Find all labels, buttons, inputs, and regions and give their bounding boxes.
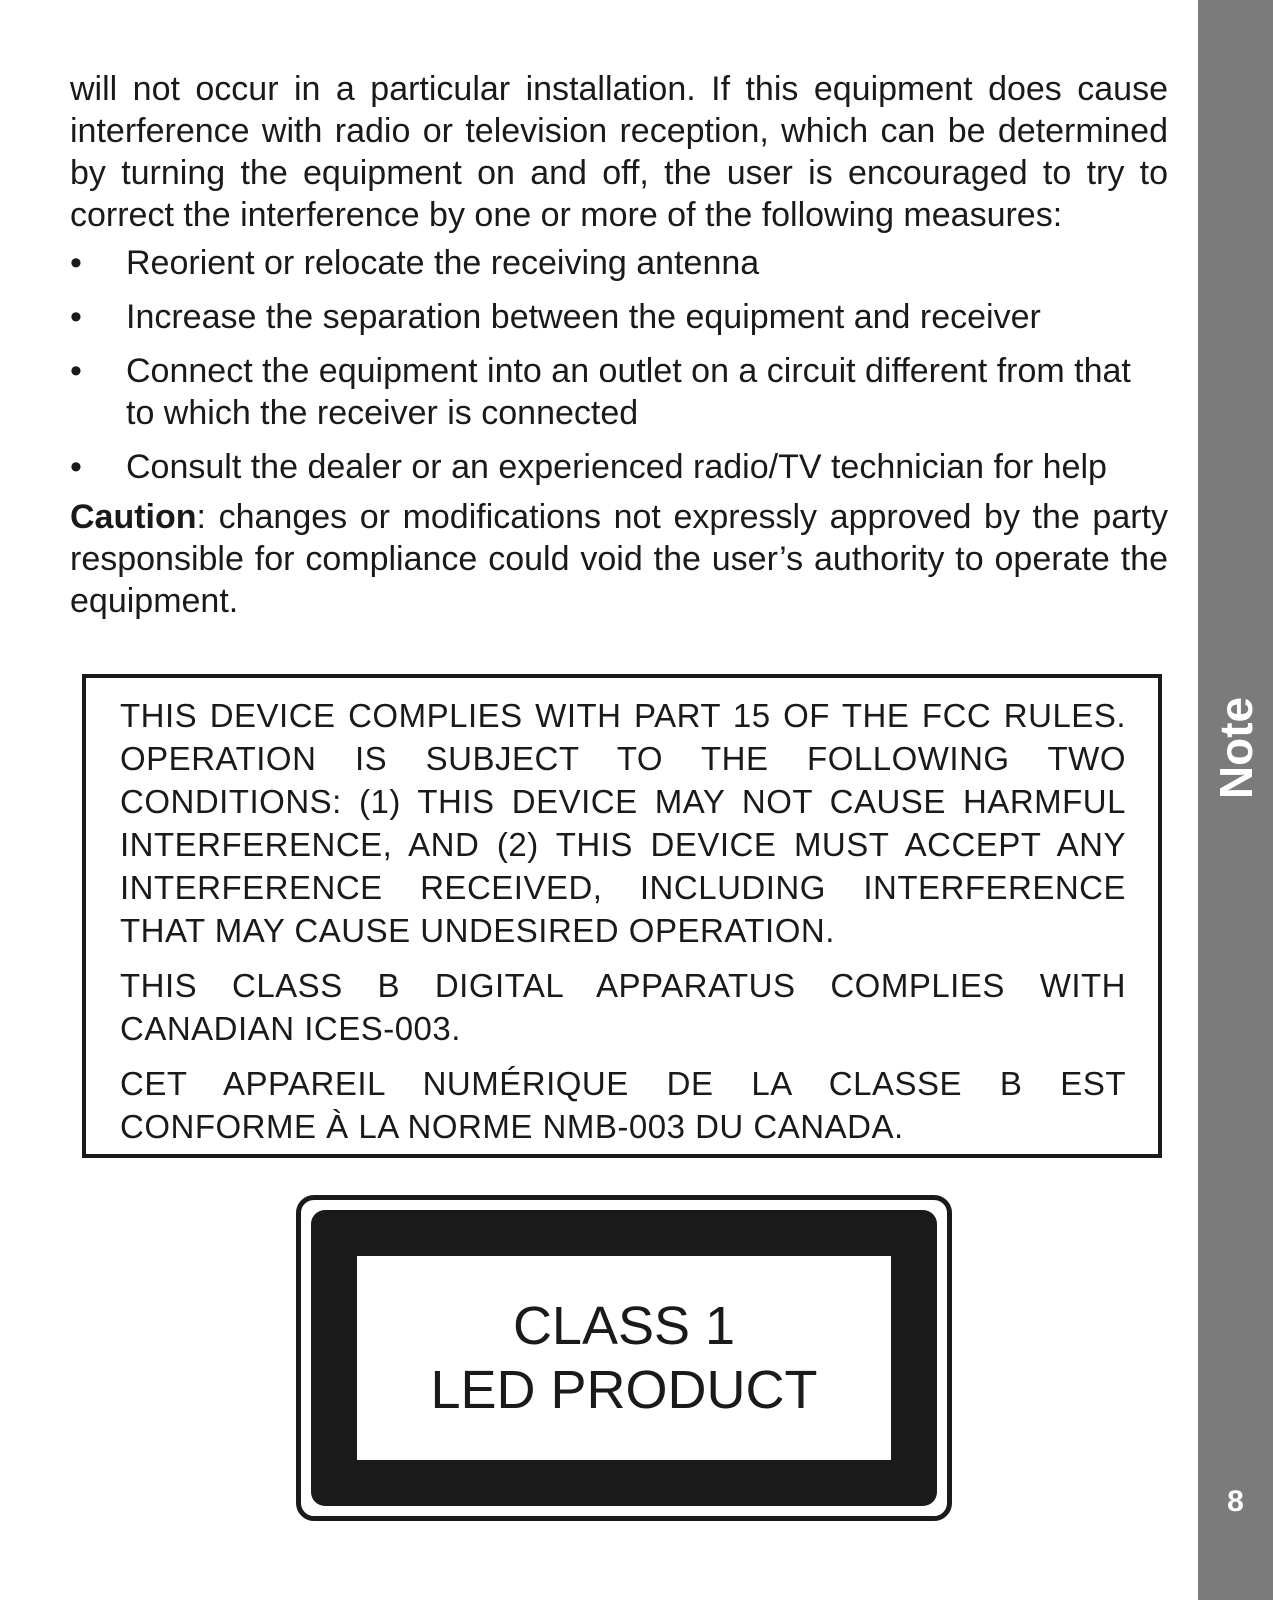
- measures-list: [70, 242, 1168, 488]
- caution-label: Caution: [70, 498, 197, 536]
- led-class-text: CLASS 1: [512, 1296, 736, 1356]
- list-item: [70, 446, 1168, 488]
- intro-paragraph: will not occur in a particular installation. If this equipment does cause interference with radio or television reception, which can be determined by turning the equipment on and off, the user is encouraged to try to correct the interference by one or more of the following measures:: [70, 70, 1168, 234]
- side-tab: [1198, 0, 1273, 1600]
- page-number: 8: [1227, 1485, 1244, 1518]
- side-tab-text: Note: [1209, 696, 1262, 800]
- list-item-text: Consult the dealer or an experienced radio/TV technician for help: [126, 448, 1107, 486]
- main-text: [70, 68, 1168, 622]
- list-item: [70, 242, 1168, 284]
- list-item: [70, 350, 1168, 434]
- led-product-text: LED PRODUCT: [430, 1360, 818, 1420]
- bullet-icon: •: [70, 448, 82, 486]
- ices-compliance-text: THIS CLASS B DIGITAL APPARATUS COMPLIES WITH CANADIAN ICES-003.: [120, 967, 1126, 1047]
- fcc-notice-box: [82, 674, 1162, 1158]
- caution-paragraph: [70, 496, 1168, 622]
- led-product-label: [296, 1195, 952, 1521]
- list-item-text: Reorient or relocate the receiving antenna: [126, 244, 760, 282]
- nmb-compliance-text: CET APPAREIL NUMÉRIQUE DE LA CLASSE B EST CONFORME À LA NORME NMB-003 DU CANADA.: [120, 1065, 1126, 1145]
- led-label-panel: [357, 1256, 891, 1460]
- list-item: [70, 296, 1168, 338]
- caution-text: : changes or modifications not expressly approved by the party responsible for compliance could void the user’s authority to operate the equipment.: [70, 498, 1168, 620]
- bullet-icon: •: [70, 298, 82, 336]
- bullet-icon: •: [70, 352, 82, 390]
- fcc-compliance-text: THIS DEVICE COMPLIES WITH PART 15 OF THE FCC RULES. OPERATION IS SUBJECT TO THE FOLLOWING TWO CONDITIONS: (1) THIS DEVICE MAY NOT CAUSE HARMFUL INTERFERENCE, AND (2) THIS DEVICE MUST ACCEPT ANY INTERFERENCE RECEIVED, INCLUDING INTERFERENCE THAT MAY CAUSE UNDESIRED OPERATION.: [120, 697, 1126, 949]
- bullet-icon: •: [70, 244, 82, 282]
- list-item-text: Connect the equipment into an outlet on a circuit different from that to which the receiver is connected: [126, 352, 1131, 432]
- list-item-text: Increase the separation between the equipment and receiver: [126, 298, 1041, 336]
